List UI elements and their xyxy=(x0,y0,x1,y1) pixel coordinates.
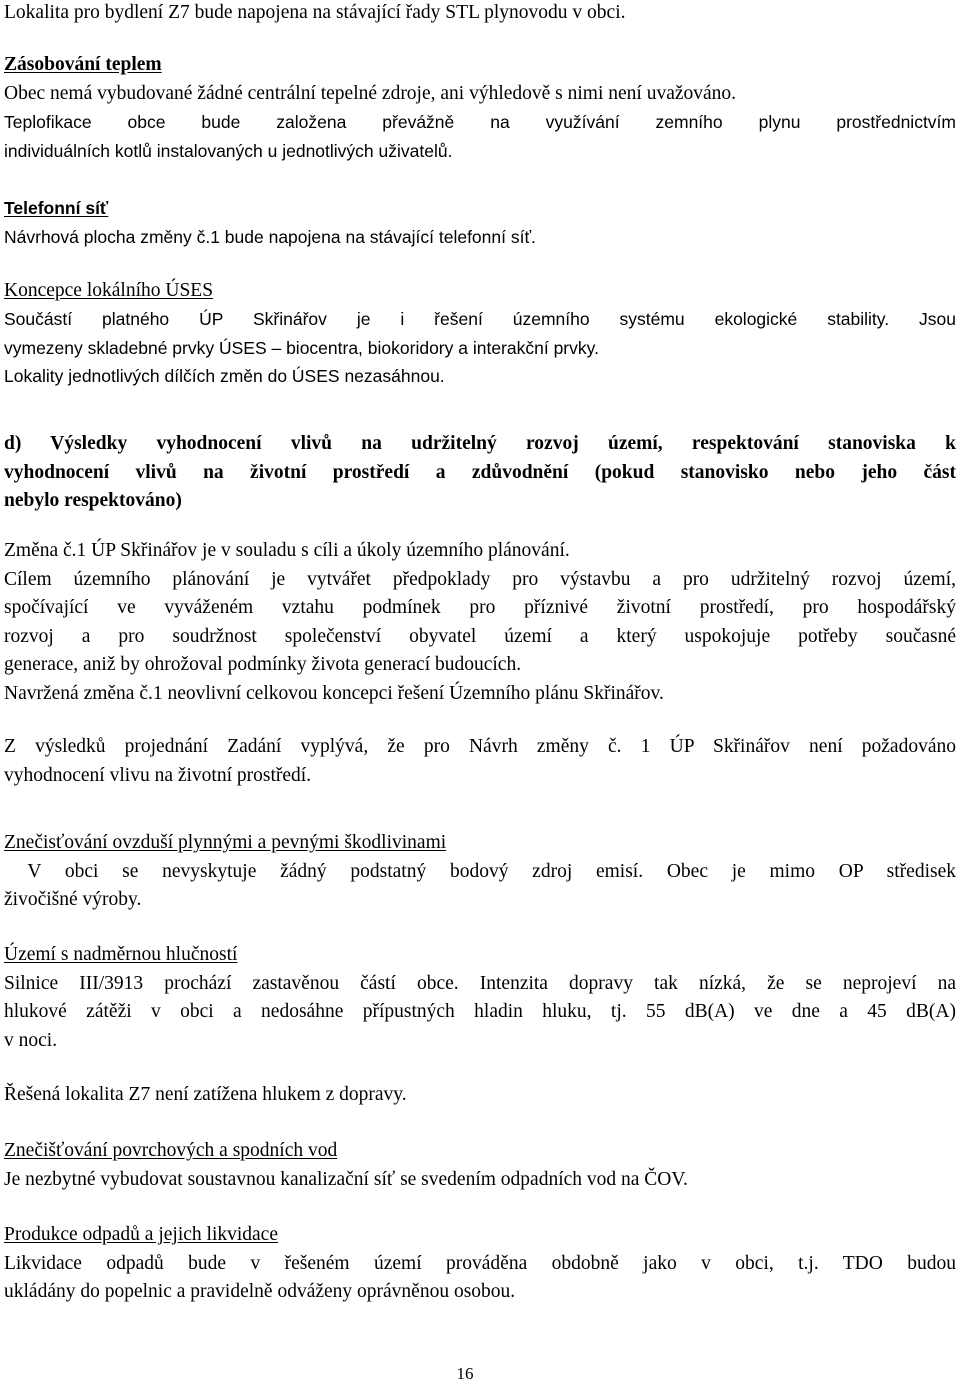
text-line: vymezeny skladebné prvky ÚSES – biocentra, biokoridory a interakční prvky. xyxy=(4,337,599,358)
z7-gas-paragraph xyxy=(4,0,956,28)
section-heading: Koncepce lokálního ÚSES xyxy=(4,280,214,301)
text-line: Obec nemá vybudované žádné centrální tepelné zdroje, ani výhledově s nimi není uvažováno. xyxy=(4,82,737,104)
text-line: generace, aniž by ohrožoval podmínky života generací budoucích. xyxy=(4,654,522,675)
text-line: ukládány do popelnic a pravidelně odváženy oprávněnou osobou. xyxy=(4,1281,516,1302)
text-line: v noci. xyxy=(4,1029,58,1051)
text-line: Lokality jednotlivých dílčích změn do ÚSES nezasáhnou. xyxy=(4,366,445,386)
text-line: Návrhová plocha změny č.1 bude napojena na stávající telefonní síť. xyxy=(4,226,536,247)
text-line: Řešená lokalita Z7 není zatížena hlukem z dopravy. xyxy=(4,1084,407,1105)
heat-paragraph xyxy=(4,108,956,165)
section-d-heading xyxy=(4,430,956,516)
text-line: Cílem územního plánování je vytvářet předpoklady pro výstavbu a pro udržitelný rozvoj území, xyxy=(4,568,956,590)
phone-section xyxy=(4,194,956,251)
text-line: rozvoj a pro soudržnost společenství obyvatel území a který uspokojuje potřeby současné xyxy=(4,625,956,647)
noise-section xyxy=(4,941,956,1055)
planning-goals-paragraph xyxy=(4,537,956,708)
section-heading: Telefonní síť xyxy=(4,198,109,218)
air-pollution-section xyxy=(4,829,956,915)
z7-noise-paragraph xyxy=(4,1081,956,1110)
text-line: hlukové zátěži v obci a nedosáhne přípustných hladin hluku, tj. 55 dB(A) ve dne a 45 dB(A) xyxy=(4,1001,956,1022)
text-line: vyhodnocení vlivu na životní prostředí. xyxy=(4,764,312,786)
section-heading: Zásobování teplem xyxy=(4,54,162,75)
text-line: Teplofikace obce bude založena převážně na využívání zemního plynu prostřednictvím xyxy=(4,112,956,132)
text-line: nebylo respektováno) xyxy=(4,490,182,511)
text-line: Navržená změna č.1 neovlivní celkovou koncepci řešení Územního plánu Skřinářov. xyxy=(4,682,664,704)
water-section xyxy=(4,1137,956,1194)
text-line: spočívající ve vyváženém vztahu podmínek pro příznivé životní prostředí, pro hospodářský xyxy=(4,597,956,618)
assignment-paragraph xyxy=(4,733,956,790)
text-line: Z výsledků projednání Zadání vyplývá, že pro Návrh změny č. 1 ÚP Skřinářov není požadováno xyxy=(4,736,956,757)
text-line: Lokalita pro bydlení Z7 bude napojena na stávající řady STL plynovodu v obci. xyxy=(4,2,626,23)
section-heading: Produkce odpadů a jejich likvidace xyxy=(4,1224,278,1245)
section-heading: Území s nadměrnou hlučností xyxy=(4,944,238,965)
heat-section xyxy=(4,51,956,108)
page-number: 16 xyxy=(456,1364,474,1383)
waste-section xyxy=(4,1221,956,1307)
text-line: V obci se nevyskytuje žádný podstatný bodový zdroj emisí. Obec je mimo OP středisek xyxy=(4,860,956,882)
text-line: Součástí platného ÚP Skřinářov je i řešení územního systému ekologické stability. Jsou xyxy=(4,309,956,329)
text-line: d) Výsledky vyhodnocení vlivů na udržitelný rozvoj území, respektování stanoviska k xyxy=(4,433,956,454)
uses-heading-block xyxy=(4,277,956,306)
section-heading: Znečišťování povrchových a spodních vod xyxy=(4,1140,338,1161)
section-heading: Znečisťování ovzduší plynnými a pevnými škodlivinami xyxy=(4,832,447,853)
text-line: Je nezbytné vybudovat soustavnou kanalizační síť se svedením odpadních vod na ČOV. xyxy=(4,1168,688,1190)
text-line: živočišné výroby. xyxy=(4,889,142,910)
text-line: individuálních kotlů instalovaných u jednotlivých uživatelů. xyxy=(4,140,453,161)
text-line: Silnice III/3913 prochází zastavěnou částí obce. Intenzita dopravy tak nízká, že se neprojeví na xyxy=(4,972,956,994)
text-line: Likvidace odpadů bude v řešeném území prováděna obdobně jako v obci, t.j. TDO budou xyxy=(4,1252,956,1274)
text-line: Změna č.1 ÚP Skřinářov je v souladu s cíli a úkoly územního plánování. xyxy=(4,540,570,561)
uses-paragraph xyxy=(4,305,956,391)
text-line: vyhodnocení vlivů na životní prostředí a zdůvodnění (pokud stanovisko nebo jeho část xyxy=(4,461,956,483)
